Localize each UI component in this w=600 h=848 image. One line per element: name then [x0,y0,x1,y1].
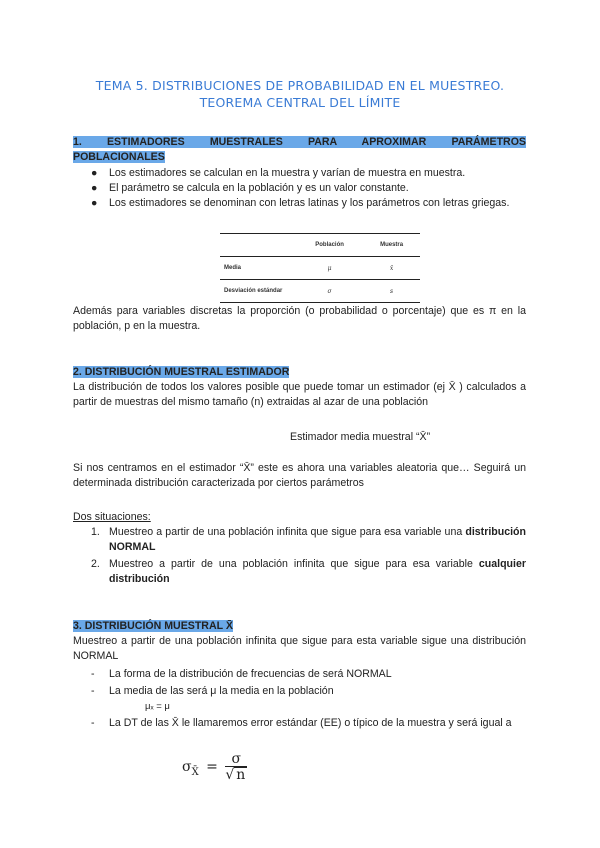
section2-heading [73,365,289,380]
section2-heading-text: 2. DISTRIBUCIÓN MUESTRAL ESTIMADOR [73,366,290,378]
item-number: 2. [91,558,100,570]
section1-heading-text2: POBLACIONALES [73,151,165,163]
formula-numerator: σ [225,752,247,767]
section2-subheading: Dos situaciones: [73,511,151,523]
table-header-population: Población [296,234,363,257]
dash-icon: - [91,668,95,680]
section3-paragraph: Muestreo a partir de una población infinita que sigue para esta variable sigue una distribución NORMAL [73,635,526,662]
page-title-line1: TEMA 5. DISTRIBUCIONES DE PROBABILIDAD EN EL MUESTREO. [95,78,505,93]
item-bold-text: distribución NORMAL [109,526,526,553]
page-title-line2: TEOREMA CENTRAL DEL LÍMITE [199,95,401,110]
bullet-text: El parámetro se calcula en la población y es un valor constante. [109,182,409,194]
dash-icon: - [91,717,95,729]
formula-lhs-sigma: σ [182,759,192,775]
mu-equation: μₓ = μ [145,701,170,712]
item-body [91,525,526,555]
section2-item-2 [91,557,526,587]
item-text: Muestreo a partir de una población infinita que sigue para esa variable una [109,526,463,538]
list-item [91,166,526,181]
bullet-text: Los estimadores se denominan con letras latinas y los parámetros con letras griegas. [109,197,510,209]
bullet-icon: ● [91,167,98,179]
list-item [91,196,526,211]
table-cell-sample: x̄ [363,257,420,280]
bullet-icon: ● [91,182,98,194]
item-body [91,557,526,587]
bullet-icon: ● [91,197,98,209]
formula-equals: = [206,759,218,775]
dash-text: La forma de la distribución de frecuencias de será NORMAL [109,668,392,680]
section2-paragraph2: Si nos centramos en el estimador “X̄” este es ahora una variables aleatoria que… Seguirá un determinada distribución caracterizada por ciertos parámetros [73,462,526,489]
section1-bullet-list [91,166,526,211]
section3-dash-item-1 [91,667,526,682]
item-text: Muestreo a partir de una población infinita que sigue para esa variable [109,558,473,570]
table-cell-label: Media [220,257,296,280]
list-item [91,181,526,196]
formula-denominator: √ n [225,767,246,783]
section1-paragraph: Además para variables discretas la proporción (o probabilidad o porcentaje) que es π en la población, p en la muestra. [73,305,526,332]
section2-paragraph1: La distribución de todos los valores posible que puede tomar un estimador (ej X̄ ) calculados a partir de muestras del mismo tamaño (n) extraidas al azar de una población [73,381,526,408]
section3-dash-item-2 [91,684,526,699]
dash-text: La media de las será μ la media en la población [109,685,334,697]
table-header-row [220,234,420,257]
estimators-table [220,233,420,303]
formula-lhs-subscript: X̄ [191,766,199,778]
table-row [220,280,420,303]
item-bold-text: cualquier distribución [109,558,526,585]
formula-denominator-value: n [236,767,246,783]
bullet-text: Los estimadores se calculan en la muestra y varían de muestra en muestra. [109,167,466,179]
section3-dash-item-3 [91,716,526,731]
table-header-empty [220,234,296,257]
formula-fraction [225,752,247,782]
table-header-sample: Muestra [363,234,420,257]
dash-text: La DT de las X̄ le llamaremos error estándar (EE) o típico de la muestra y será igual a [109,717,512,729]
section2-item-1 [91,525,526,555]
dash-icon: - [91,685,95,697]
section3-heading [73,619,233,634]
table-cell-population: μ [296,257,363,280]
table-row [220,257,420,280]
item-number: 1. [91,526,100,538]
section1-heading-line2 [73,150,165,165]
section1-heading-line1 [73,135,526,150]
section1-heading-text1: 1. ESTIMADORES MUESTRALES PARA APROXIMAR PARÁMETROS [73,136,526,148]
standard-error-formula [182,752,247,782]
table-cell-sample: s [363,280,420,303]
table-cell-label: Desviación estándar [220,280,296,303]
table-cell-population: σ [296,280,363,303]
section3-heading-text: 3. DISTRIBUCIÓN MUESTRAL X̄ [73,620,233,632]
section2-center-line: Estimador media muestral “X̄” [290,431,431,443]
